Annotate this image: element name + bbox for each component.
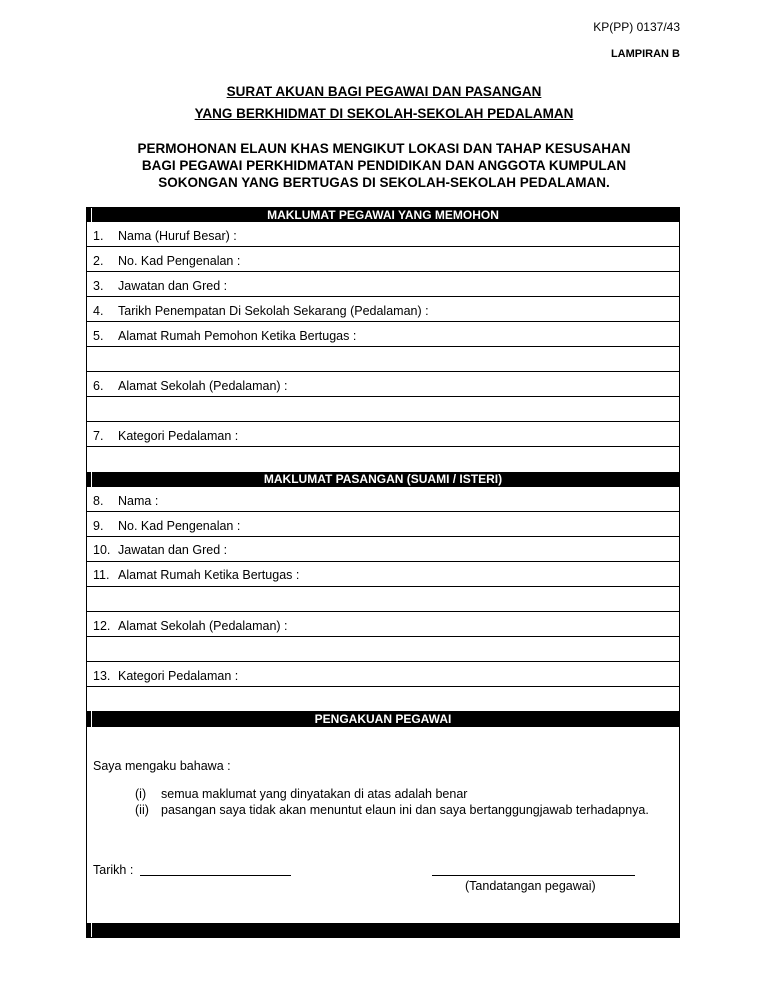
declaration-intro: Saya mengaku bahawa : bbox=[93, 759, 231, 773]
field-number: 6. bbox=[93, 379, 104, 393]
field-row-kategori[interactable] bbox=[87, 422, 679, 447]
field-row-jawatan[interactable] bbox=[87, 272, 679, 297]
field-row-alamat-sekolah-continued[interactable] bbox=[87, 397, 679, 422]
field-row-alamat-rumah[interactable] bbox=[87, 322, 679, 347]
lampiran-label: LAMPIRAN B bbox=[610, 48, 680, 60]
field-row-alamat-rumah-continued[interactable] bbox=[87, 347, 679, 372]
section-header-pengakuan: PENGAKUAN PEGAWAI bbox=[87, 711, 679, 727]
title-line-1: SURAT AKUAN BAGI PEGAWAI DAN PASANGAN bbox=[226, 84, 542, 99]
field-number: 4. bbox=[93, 304, 104, 318]
declaration-point-2 bbox=[135, 803, 649, 817]
field-label: Jawatan dan Gred : bbox=[118, 543, 228, 557]
subtitle bbox=[60, 140, 708, 191]
field-row-alamat-rumah-pasangan[interactable] bbox=[87, 562, 679, 587]
field-label: Kategori Pedalaman : bbox=[118, 669, 239, 683]
field-label: Nama (Huruf Besar) : bbox=[118, 229, 237, 243]
point-text: semua maklumat yang dinyatakan di atas adalah benar bbox=[161, 787, 468, 801]
field-number: 13. bbox=[93, 669, 111, 683]
field-row-alamat-sekolah[interactable] bbox=[87, 372, 679, 397]
field-label: Jawatan dan Gred : bbox=[118, 279, 228, 293]
field-row-nama[interactable] bbox=[87, 222, 679, 247]
field-label: Alamat Sekolah (Pedalaman) : bbox=[118, 379, 288, 393]
field-label: Kategori Pedalaman : bbox=[118, 429, 239, 443]
field-label: Tarikh Penempatan Di Sekolah Sekarang (Pedalaman) : bbox=[118, 304, 429, 318]
field-number: 5. bbox=[93, 329, 104, 343]
field-row-jawatan-pasangan[interactable] bbox=[87, 537, 679, 562]
field-label: No. Kad Pengenalan : bbox=[118, 519, 241, 533]
section-header-pasangan: MAKLUMAT PASANGAN (SUAMI / ISTERI) bbox=[87, 472, 679, 487]
declaration-form bbox=[86, 207, 680, 938]
point-number: (i) bbox=[135, 787, 147, 801]
field-number: 8. bbox=[93, 494, 104, 508]
field-number: 11. bbox=[93, 568, 110, 582]
field-label: Nama : bbox=[118, 494, 159, 508]
point-text: pasangan saya tidak akan menuntut elaun ini dan saya bertanggungjawab terhadapnya. bbox=[161, 803, 649, 817]
field-number: 12. bbox=[93, 619, 111, 633]
date-line[interactable] bbox=[140, 875, 291, 876]
field-row-kad-pengenalan[interactable] bbox=[87, 247, 679, 272]
section-header-pegawai: MAKLUMAT PEGAWAI YANG MEMOHON bbox=[87, 208, 679, 222]
form-footer-bar bbox=[87, 923, 679, 937]
field-row-kategori-continued[interactable] bbox=[87, 447, 679, 472]
title-line-2: YANG BERKHIDMAT DI SEKOLAH-SEKOLAH PEDALAMAN bbox=[194, 106, 574, 121]
reference-number: KP(PP) 0137/43 bbox=[593, 20, 680, 34]
field-row-kategori-pasangan[interactable] bbox=[87, 662, 679, 687]
subtitle-line-3: SOKONGAN YANG BERTUGAS DI SEKOLAH-SEKOLAH PEDALAMAN. bbox=[158, 175, 610, 190]
field-row-tarikh-penempatan[interactable] bbox=[87, 297, 679, 322]
date-label: Tarikh : bbox=[93, 863, 134, 877]
field-number: 7. bbox=[93, 429, 104, 443]
field-row-kategori-pasangan-continued[interactable] bbox=[87, 687, 679, 711]
field-row-alamat-sekolah-pasangan-continued[interactable] bbox=[87, 637, 679, 662]
field-number: 10. bbox=[93, 543, 111, 557]
field-label: Alamat Rumah Ketika Bertugas : bbox=[118, 568, 300, 582]
field-row-nama-pasangan[interactable] bbox=[87, 487, 679, 512]
field-row-alamat-rumah-pasangan-continued[interactable] bbox=[87, 587, 679, 612]
field-label: No. Kad Pengenalan : bbox=[118, 254, 241, 268]
field-label: Alamat Rumah Pemohon Ketika Bertugas : bbox=[118, 329, 357, 343]
field-number: 9. bbox=[93, 519, 104, 533]
field-number: 1. bbox=[93, 229, 104, 243]
signature-line[interactable] bbox=[432, 875, 635, 876]
subtitle-line-2: BAGI PEGAWAI PERKHIDMATAN PENDIDIKAN DAN ANGGOTA KUMPULAN bbox=[141, 158, 627, 173]
subtitle-line-1: PERMOHONAN ELAUN KHAS MENGIKUT LOKASI DAN TAHAP KESUSAHAN bbox=[137, 141, 631, 156]
point-number: (ii) bbox=[135, 803, 149, 817]
field-row-alamat-sekolah-pasangan[interactable] bbox=[87, 612, 679, 637]
field-row-kad-pengenalan-pasangan[interactable] bbox=[87, 512, 679, 537]
field-number: 3. bbox=[93, 279, 104, 293]
declaration-point-1 bbox=[135, 787, 467, 801]
signature-label: (Tandatangan pegawai) bbox=[465, 879, 596, 893]
field-number: 2. bbox=[93, 254, 104, 268]
field-label: Alamat Sekolah (Pedalaman) : bbox=[118, 619, 288, 633]
